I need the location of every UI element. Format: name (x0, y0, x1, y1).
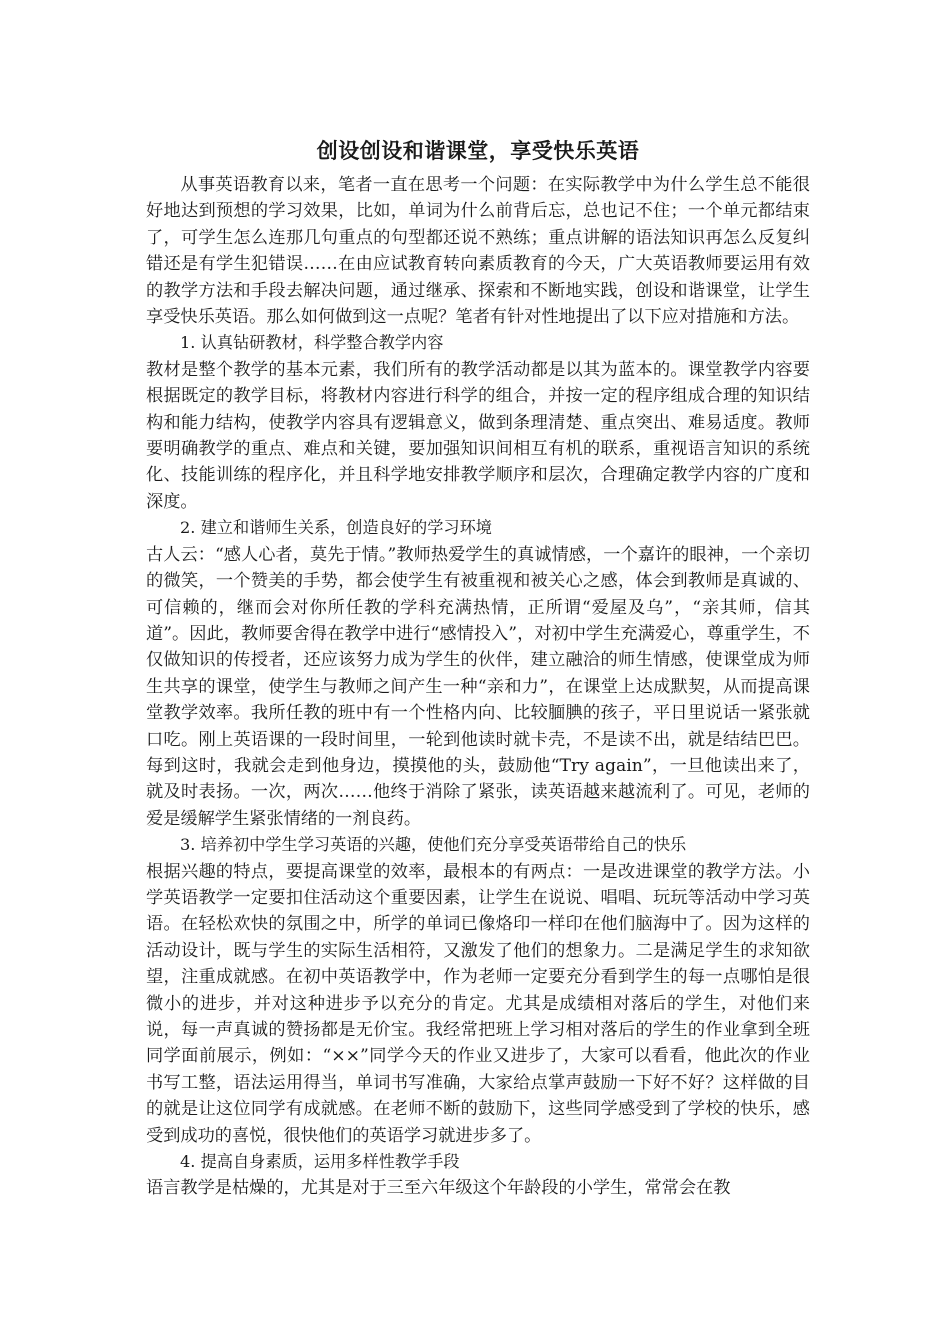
section-heading-2: 2. 建立和谐师生关系，创造良好的学习环境 (180, 518, 492, 538)
document-content (146, 132, 810, 1202)
document-title: 创设创设和谐课堂，享受快乐英语 (316, 139, 640, 163)
section-body-2: 古人云：“感人心者，莫先于情。”教师热爱学生的真诚情感，一个嘉许的眼神，一个亲切的微笑，一个赞美的手势，都会使学生有被重视和被关心之感，体会到教师是真诚的、可信赖的，继而会对你所任教的学科充满热情，正所谓“爱屋及乌”，“亲其师，信其道”。因此，教师要舍得在教学中进行“感情投入”，对初中学生充满爱心，尊重学生，不仅做知识的传授者，还应该努力成为学生的伙伴，建立融洽的师生情感，使课堂成为师生共享的课堂，使学生与教师之间产生一种“亲和力”，在课堂上达成默契，从而提高课堂教学效率。我所任教的班中有一个性格内向、比较腼腆的孩子，平日里说话一紧张就口吃。刚上英语课的一段时间里，一轮到他读时就卡壳，不是读不出，就是结结巴巴。每到这时，我就会走到他身边，摸摸他的头，鼓励他“Try again”，一旦他读出来了，就及时表扬。一次，两次……他终于消除了紧张，读英语越来越流利了。可见，老师的爱是缓解学生紧张情绪的一剂良药。 (146, 544, 810, 829)
section-heading-4: 4. 提高自身素质，运用多样性教学手段 (180, 1152, 460, 1172)
section-body-4: 语言教学是枯燥的，尤其是对于三至六年级这个年龄段的小学生，常常会在教 (146, 1178, 731, 1199)
section-body-3: 根据兴趣的特点，要提高课堂的效率，最根本的有两点：一是改进课堂的教学方法。小学英语教学一定要扣住活动这个重要因素，让学生在说说、唱唱、玩玩等活动中学习英语。在轻松欢快的氛围之中，所学的单词已像烙印一样印在他们脑海中了。因为这样的活动设计，既与学生的实际生活相符，又激发了他们的想象力。二是满足学生的求知欲望，注重成就感。在初中英语教学中，作为老师一定要充分看到学生的每一点哪怕是很微小的进步，并对这种进步予以充分的肯定。尤其是成绩相对落后的学生，对他们来说，每一声真诚的赞扬都是无价宝。我经常把班上学习相对落后的学生的作业拿到全班同学面前展示，例如：“××”同学今天的作业又进步了，大家可以看看，他此次的作业书写工整，语法运用得当，单词书写准确，大家给点掌声鼓励一下好不好？这样做的目的就是让这位同学有成就感。在老师不断的鼓励下，这些同学感受到了学校的快乐，感受到成功的喜悦，很快他们的英语学习就进步多了。 (146, 861, 810, 1146)
section-body-1: 教材是整个教学的基本元素，我们所有的教学活动都是以其为蓝本的。课堂教学内容要根据既定的教学目标，将教材内容进行科学的组合，并按一定的程序组成合理的知识结构和能力结构，使教学内容具有逻辑意义，做到条理清楚、重点突出、难易适度。教师要明确教学的重点、难点和关键，要加强知识间相互有机的联系，重视语言知识的系统化、技能训练的程序化，并且科学地安排教学顺序和层次，合理确定教学内容的广度和深度。 (146, 359, 810, 512)
section-heading-3: 3. 培养初中学生学习英语的兴趣，使他们充分享受英语带给自己的快乐 (180, 835, 687, 855)
intro-paragraph: 从事英语教育以来，笔者一直在思考一个问题：在实际教学中为什么学生总不能很好地达到预想的学习效果，比如，单词为什么前背后忘，总也记不住；一个单元都结束了，可学生怎么连那几句重点的句型都还说不熟练；重点讲解的语法知识再怎么反复纠错还是有学生犯错误……在由应试教育转向素质教育的今天，广大英语教师要运用有效的教学方法和手段去解决问题，通过继承、探索和不断地实践，创设和谐课堂，让学生享受快乐英语。那么如何做到这一点呢？笔者有针对性地提出了以下应对措施和方法。 (146, 175, 810, 328)
section-heading-1: 1. 认真钻研教材，科学整合教学内容 (180, 333, 444, 353)
